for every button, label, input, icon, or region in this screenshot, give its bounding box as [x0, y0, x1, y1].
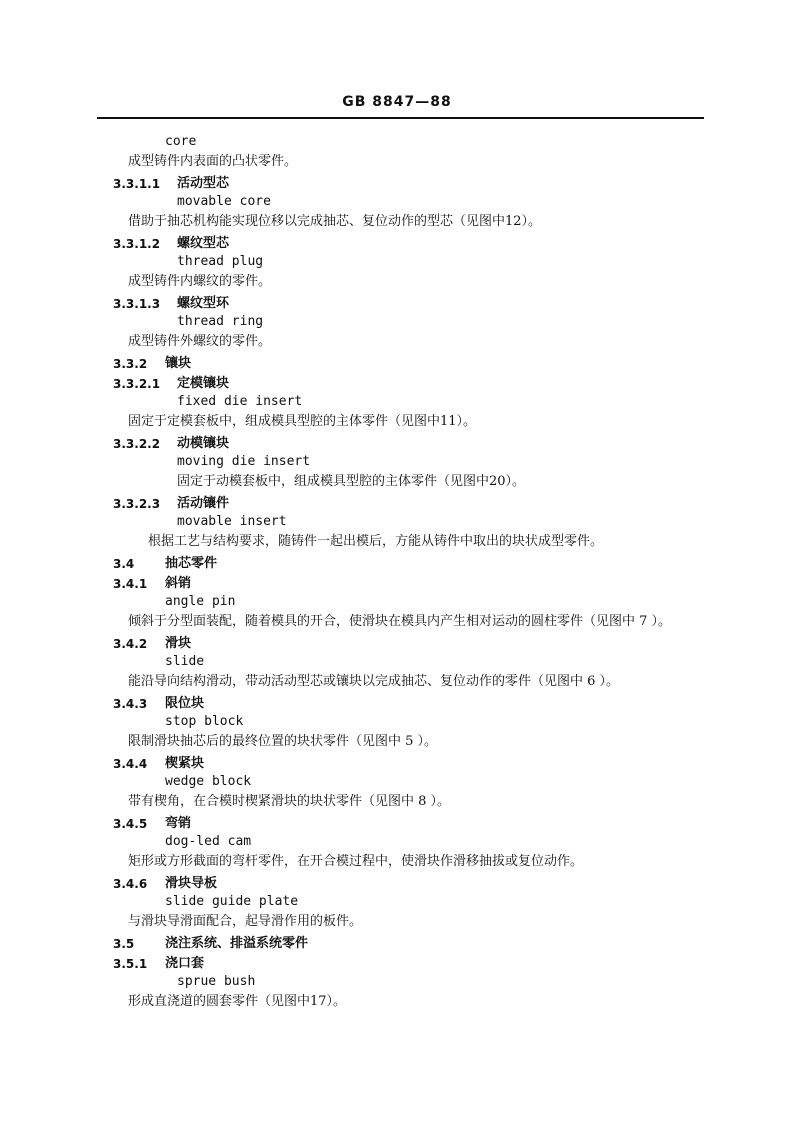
clause-number: 3.4.5: [113, 817, 148, 831]
clause-number: 3.5.1: [113, 957, 148, 971]
term-title: 镶块: [165, 356, 192, 371]
term-definition: 形成直浇道的圆套零件（见图中17）。: [128, 994, 347, 1009]
term-english: thread plug: [177, 254, 264, 269]
term-title: 抽芯零件: [165, 556, 218, 571]
term-definition: 与滑块导滑面配合，起导滑作用的板件。: [128, 914, 363, 929]
term-title: 动模镶块: [177, 436, 230, 451]
clause-number: 3.4.3: [113, 697, 148, 711]
term-title: 浇注系统、排溢系统零件: [165, 936, 309, 951]
term-title: 浇口套: [165, 956, 205, 971]
term-title: 定模镶块: [177, 376, 230, 391]
term-english: dog-led cam: [165, 834, 252, 849]
term-definition: 限制滑块抽芯后的最终位置的块状零件（见图中 5 ）。: [128, 734, 438, 749]
clause-number: 3.4.2: [113, 637, 148, 651]
header-rule: [97, 117, 704, 119]
term-title: 限位块: [165, 696, 205, 711]
term-english: wedge block: [165, 774, 252, 789]
term-definition: 借助于抽芯机构能实现位移以完成抽芯、复位动作的型芯（见图中12）。: [128, 214, 542, 229]
term-title: 楔紧块: [165, 756, 205, 771]
term-english: movable core: [177, 194, 271, 209]
term-definition: 根据工艺与结构要求，随铸件一起出模后，方能从铸件中取出的块状成型零件。: [148, 534, 604, 549]
term-title: 螺纹型环: [177, 296, 230, 311]
term-definition: 固定于定模套板中，组成模具型腔的主体零件（见图中11）。: [128, 414, 477, 429]
term-english: core: [165, 134, 197, 149]
clause-number: 3.4: [113, 557, 135, 571]
clause-number: 3.5: [113, 937, 135, 951]
clause-number: 3.3.2.2: [113, 437, 161, 451]
term-english: thread ring: [177, 314, 264, 329]
term-title: 活动镶件: [177, 496, 230, 511]
clause-number: 3.3.2: [113, 357, 148, 371]
clause-number: 3.3.2.3: [113, 497, 161, 511]
term-english: slide: [165, 654, 205, 669]
clause-number: 3.4.4: [113, 757, 148, 771]
term-definition: 矩形或方形截面的弯杆零件，在开合模过程中，使滑块作滑移抽拔或复位动作。: [128, 854, 584, 869]
clause-number: 3.4.1: [113, 577, 148, 591]
clause-number: 3.3.1.1: [113, 177, 161, 191]
term-definition: 成型铸件内表面的凸状零件。: [128, 154, 298, 169]
term-title: 活动型芯: [177, 176, 230, 191]
term-definition: 带有楔角，在合模时楔紧滑块的块状零件（见图中 8 ）。: [128, 794, 451, 809]
term-english: sprue bush: [177, 974, 256, 989]
term-english: angle pin: [165, 594, 236, 609]
term-definition: 能沿导向结构滑动，带动活动型芯或镶块以完成抽芯、复位动作的零件（见图中 6 ）。: [128, 674, 620, 689]
term-english: movable insert: [177, 514, 287, 529]
term-title: 滑块导板: [165, 876, 218, 891]
standard-number: GB 8847—88: [342, 94, 452, 110]
clause-number: 3.3.1.3: [113, 297, 161, 311]
term-english: slide guide plate: [165, 894, 299, 909]
term-title: 弯销: [165, 816, 192, 831]
term-definition: 倾斜于分型面装配，随着模具的开合，使滑块在模具内产生相对运动的圆柱零件（见图中 7 ）。: [128, 614, 672, 629]
term-definition: 成型铸件外螺纹的零件。: [128, 334, 272, 349]
term-english: stop block: [165, 714, 244, 729]
term-english: fixed die insert: [177, 394, 303, 409]
clause-number: 3.4.6: [113, 877, 148, 891]
term-definition: 固定于动模套板中，组成模具型腔的主体零件（见图中20）。: [177, 474, 526, 489]
term-definition: 成型铸件内螺纹的零件。: [128, 274, 272, 289]
clause-number: 3.3.2.1: [113, 377, 161, 391]
term-english: moving die insert: [177, 454, 311, 469]
term-title: 滑块: [165, 636, 192, 651]
term-title: 斜销: [165, 576, 192, 591]
term-title: 螺纹型芯: [177, 236, 230, 251]
clause-number: 3.3.1.2: [113, 237, 161, 251]
